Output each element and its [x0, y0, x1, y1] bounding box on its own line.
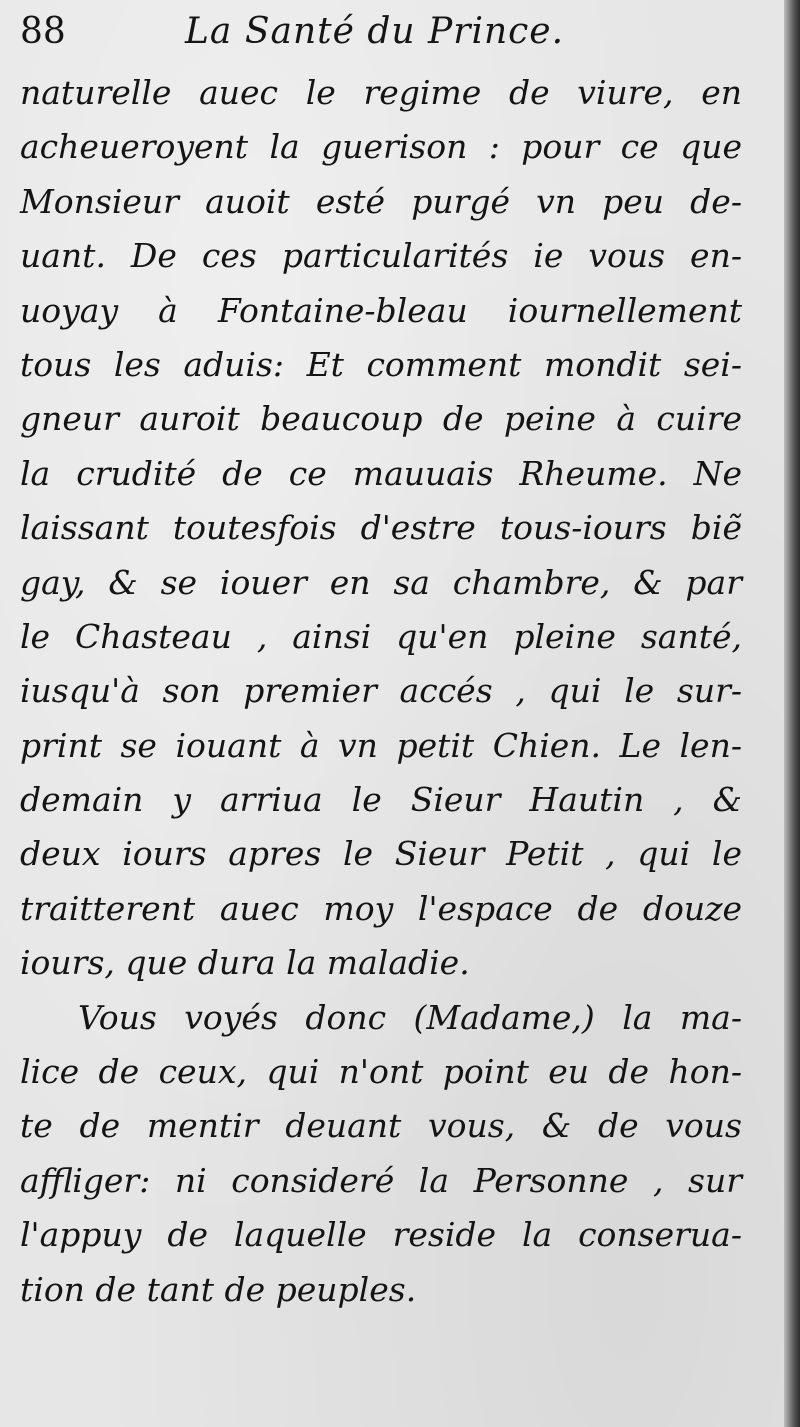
running-head: [0, 6, 784, 62]
text-line: iusqu'à son premier accés , qui le sur-: [20, 671, 742, 711]
text-line: traitterent auec moy l'espace de douze: [20, 888, 742, 928]
text-line: acheueroyent la guerison : pour ce que: [20, 127, 742, 167]
paragraph-1: [20, 66, 742, 991]
text-line: lice de ceux, qui n'ont point eu de hon-: [20, 1052, 742, 1092]
text-line: affliger: ni consideré la Personne , sur: [20, 1160, 742, 1200]
text-line: la crudité de ce mauuais Rheume. Ne: [20, 453, 742, 493]
text-line: demain y arriua le Sieur Hautin , &: [20, 780, 742, 820]
text-line: iours, que dura la maladie.: [20, 943, 470, 983]
text-line: print se iouant à vn petit Chien. Le len-: [20, 725, 742, 765]
text-line: naturelle auec le regime de viure, en: [20, 73, 742, 112]
body-text: [20, 66, 742, 1317]
text-line: uant. De ces particularités ie vous en-: [20, 236, 742, 276]
running-title: La Santé du Prince.: [185, 11, 565, 52]
book-gutter-shadow: [784, 0, 800, 1427]
text-line: laissant toutesfois d'estre tous-iours biẽ: [20, 508, 742, 548]
paragraph-2: [20, 991, 742, 1317]
text-line: tous les aduis: Et comment mondit sei-: [20, 344, 742, 384]
text-line: Monsieur auoit esté purgé vn peu de-: [20, 181, 742, 221]
text-line: le Chasteau , ainsi qu'en pleine santé,: [20, 616, 742, 656]
text-line: Vous voyés donc (Madame,) la ma-: [78, 997, 742, 1037]
text-line: te de mentir deuant vous, & de vous: [20, 1106, 742, 1146]
text-line: gneur auroit beaucoup de peine à cuire: [20, 399, 742, 439]
text-line: deux iours apres le Sieur Petit , qui le: [20, 834, 742, 874]
text-line: l'appuy de laquelle reside la conserua-: [20, 1215, 742, 1255]
text-line: tion de tant de peuples.: [20, 1269, 417, 1309]
text-line: uoyay à Fontaine-bleau iournellement: [20, 290, 742, 330]
page-number: 88: [20, 11, 66, 52]
text-line: gay, & se iouer en sa chambre, & par: [20, 562, 742, 602]
